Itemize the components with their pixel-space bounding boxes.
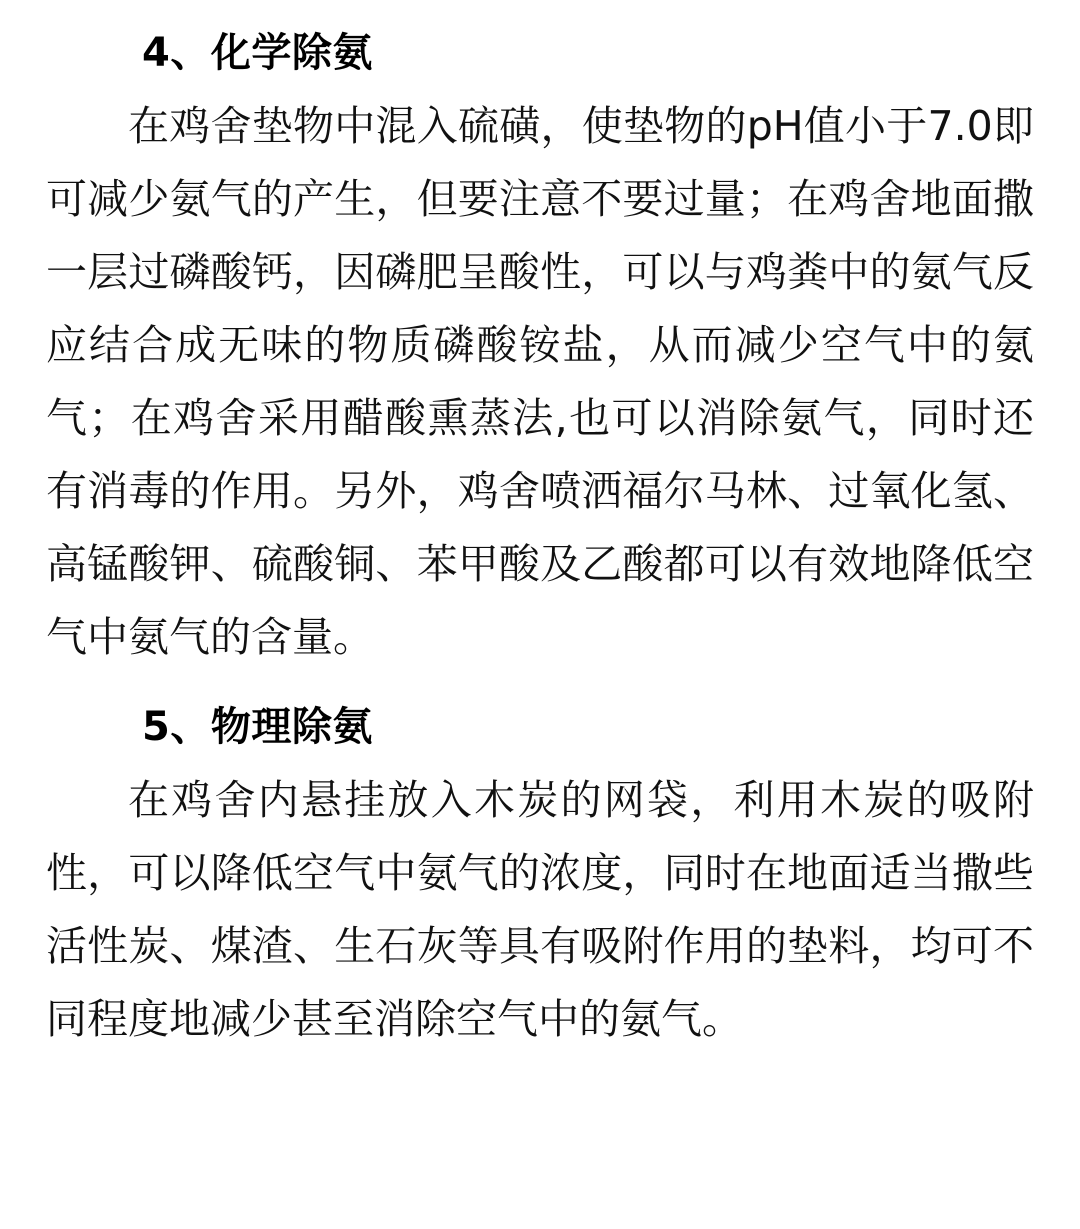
section-paragraph-physical-ammonia-removal: 在鸡舍内悬挂放入木炭的网袋，利用木炭的吸附性，可以降低空气中氨气的浓度，同时在地面适当撒些活性炭、煤渣、生石灰等具有吸附作用的垫料，均可不同程度地减少甚至消除空气中的氨气。 <box>46 775 1034 1043</box>
section-paragraph-chemical-ammonia-removal: 在鸡舍垫物中混入硫磺，使垫物的pH值小于7.0即可减少氨气的产生，但要注意不要过量；在鸡舍地面撒一层过磷酸钙，因磷肥呈酸性，可以与鸡粪中的氨气反应结合成无味的物质磷酸铵盐，从而减少空气中的氨气；在鸡舍采用醋酸熏蒸法,也可以消除氨气，同时还有消毒的作用。另外，鸡舍喷洒福尔马林、过氧化氢、高锰酸钾、硫酸铜、苯甲酸及乙酸都可以有效地降低空气中氨气的含量。 <box>46 102 1034 661</box>
section-heading-chemical-ammonia-removal: 4、化学除氨 <box>142 30 373 76</box>
article-body <box>46 22 1034 1056</box>
section-heading-physical-ammonia-removal: 5、物理除氨 <box>142 703 373 750</box>
